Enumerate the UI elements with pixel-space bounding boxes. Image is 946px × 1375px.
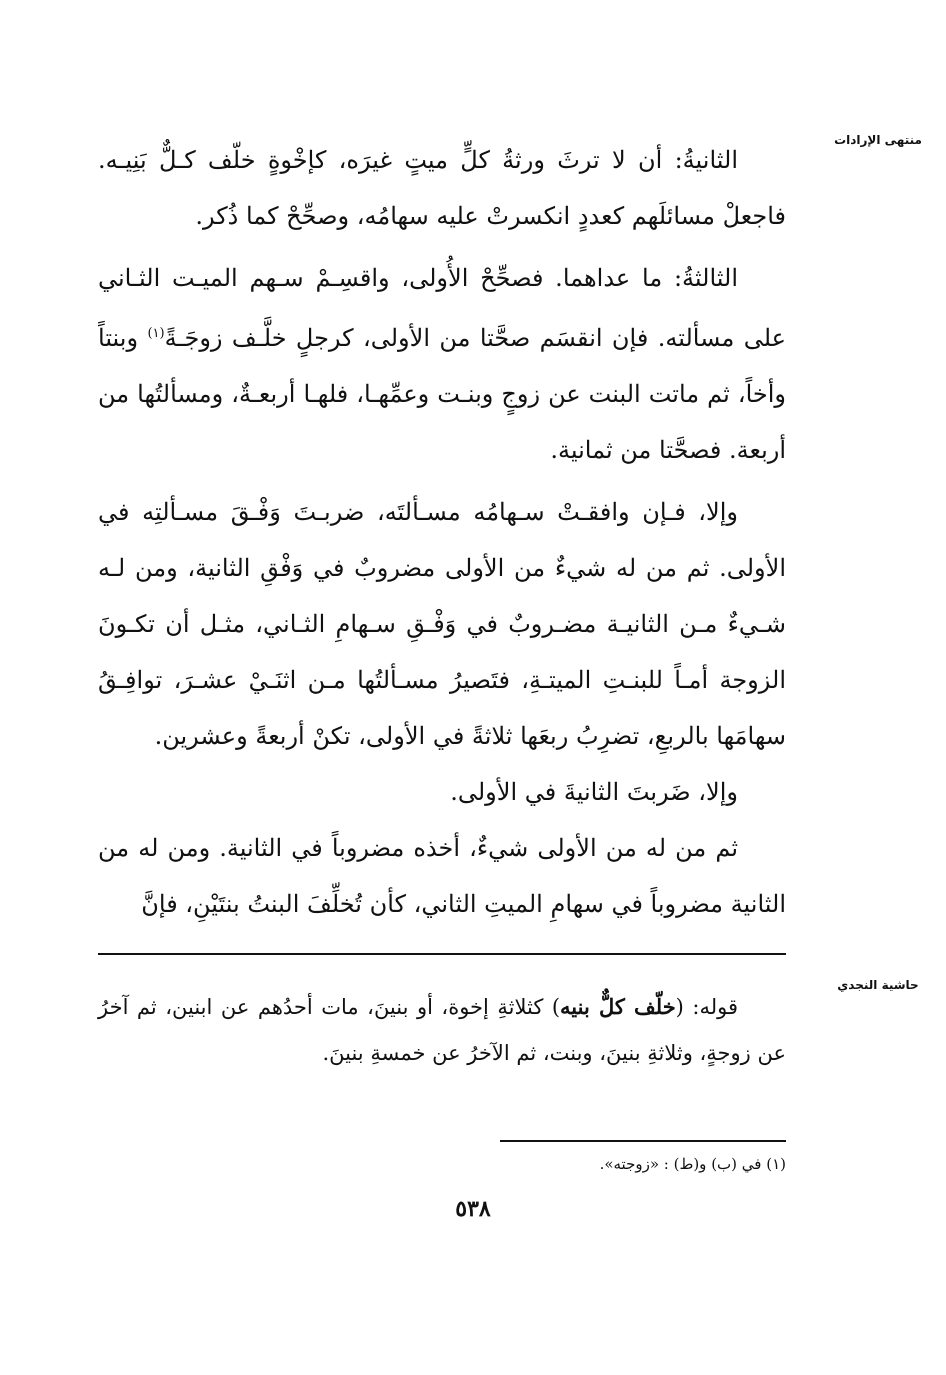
paragraph-third-case-rest: وبنتاً وأخاً، ثم ماتت البنت عن زوجٍ وبنـت وعمِّهـا، فلهـا أربعـةٌ، ومسألتُها من أربعة. فصحَّتا من ثمانية. <box>98 324 786 464</box>
page-number: ٥٣٨ <box>455 1196 491 1222</box>
side-label-main-text: منتهى الإرادات <box>834 133 922 147</box>
commentary-text: ) كثلاثةِ إخوة، أو بنينَ، مات أحدُهم عن ابنين، ثم آخرُ عن زوجةٍ، وثلاثةِ بنينَ، وبنت، ثم الآخرُ عن خمسةِ بنينَ. <box>98 995 786 1065</box>
commentary-lead: قوله: ( <box>675 995 738 1019</box>
section-divider <box>98 953 786 955</box>
side-label-commentary: حاشية النجدي <box>837 978 919 992</box>
footnote-reference[interactable]: (١) <box>147 326 165 341</box>
main-text-block <box>98 132 786 932</box>
commentary-quoted-term: خلّف كلٌّ بنيه <box>560 994 676 1019</box>
paragraph-second-case: الثانيةُ: أن لا ترثَ ورثةُ كلٍّ ميتٍ غيرَه، كإخْوةٍ خلّف كـلٌّ بَنِيـه. فاجعلْ مسائلَهم كعددٍ انكسرتْ عليه سهامُه، وصحِّحْ كما ذُكر. <box>98 146 786 230</box>
paragraph-otherwise-agree: وإلا، فـإن وافقـتْ سـهامُه مسـألتَه، ضربـتَ وَفْـقَ مسـألتِه في الأولى. ثم من له شيءٌ من الأولى مضروبٌ في وَفْقِ الثانية، ومن لـه شـيءٌ مـن الثانيـة مضـروبٌ في وَفْـقِ سـهامِ الثـاني، مثـل أن تكـونَ الزوجة أمـاً للبنـتِ الميتـةِ، فتَصيرُ مسـألتُها مـن اثنَـيْ عشـرَ، توافِـقُ سهامَها بالربعِ، تضرِبُ ربعَها ثلاثةً في الأولى، تكنْ أربعةً وعشرين. <box>98 498 786 750</box>
footnote-divider <box>500 1140 786 1142</box>
paragraph-otherwise-multiply: وإلا، ضَربتَ الثانيةَ في الأولى. <box>450 778 738 806</box>
paragraph-third-case <box>98 250 786 478</box>
footnote: (١) في (ب) و(ط) : «زوجته». <box>599 1155 786 1173</box>
paragraph-then-share: ثم من له من الأولى شيءٌ، أخذه مضروباً في الثانية. ومن له من الثانية مضروباً في سهامِ الميتِ الثاني، كأن تُخلِّفَ البنتُ بنتَيْنِ، فإنَّ <box>98 834 786 918</box>
commentary-block <box>98 984 786 1076</box>
commentary-paragraph <box>98 984 786 1076</box>
paragraph-third-case-text: الثالثةُ: ما عداهما. فصحِّحْ الأُولى، واقسِـمْ سـهم الميـت الثـاني على مسألته. فإن انقسَم صحَّتا من الأولى، كرجلٍ خلَّـف زوجَـةً <box>98 264 786 352</box>
